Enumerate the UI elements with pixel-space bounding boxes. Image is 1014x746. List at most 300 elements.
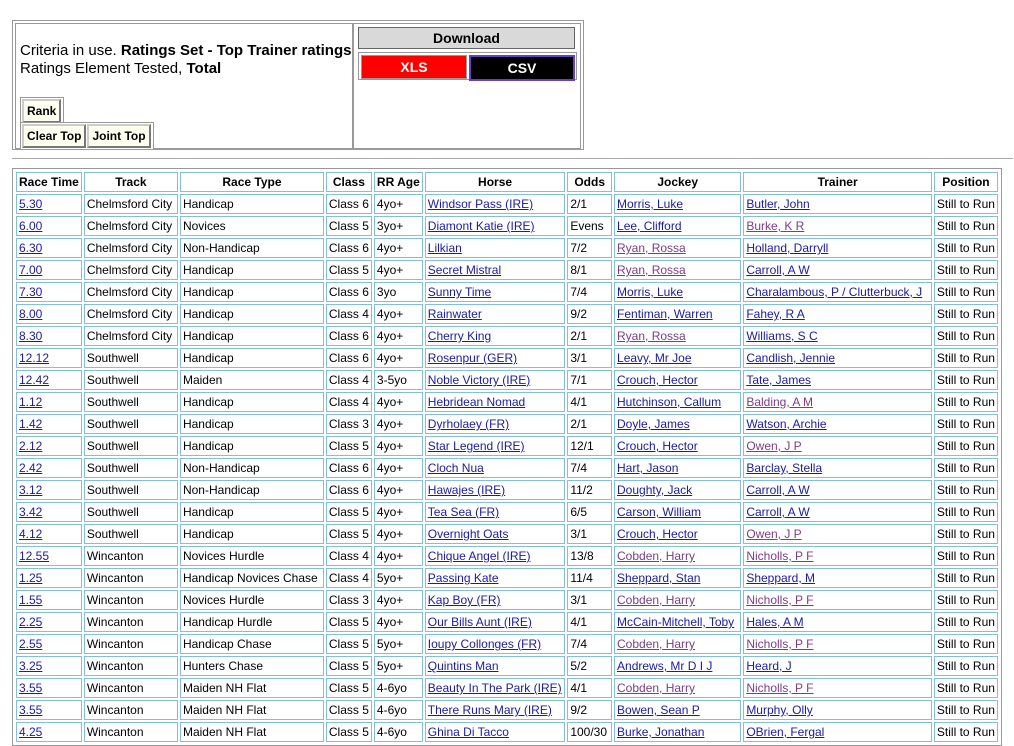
class-cell: Class 6 <box>326 238 372 258</box>
race-time-link[interactable]: 4.25 <box>19 725 43 739</box>
jockey-link[interactable]: Cobden, Harry <box>617 681 696 695</box>
jockey-cell <box>614 502 741 522</box>
horse-link[interactable]: Sunny Time <box>427 285 492 299</box>
table-row <box>16 458 998 478</box>
odds-cell: 11/2 <box>567 480 612 500</box>
race-type-cell: Handicap <box>180 502 324 522</box>
csv-download-button[interactable]: CSV <box>469 55 575 81</box>
horse-cell <box>425 480 566 500</box>
horse-link[interactable]: Cloch Nua <box>427 461 484 475</box>
track-cell: Wincanton <box>84 634 178 654</box>
download-title: Download <box>358 27 575 49</box>
horse-cell <box>425 348 566 368</box>
trainer-link[interactable]: Murphy, Olly <box>746 703 813 717</box>
rank-button[interactable]: Rank <box>22 99 61 123</box>
position-cell: Still to Run <box>934 260 998 280</box>
trainer-cell <box>743 590 932 610</box>
class-cell: Class 5 <box>326 436 372 456</box>
trainer-cell <box>743 238 932 258</box>
trainer-link[interactable]: Fahey, R A <box>746 307 805 321</box>
horse-link[interactable]: Dyrholaey (FR) <box>427 417 510 431</box>
race-time-cell <box>16 282 82 302</box>
odds-cell: 9/2 <box>567 304 612 324</box>
age-cell: 4yo+ <box>374 590 423 610</box>
trainer-cell <box>743 392 932 412</box>
trainer-link[interactable]: Carroll, A W <box>746 505 810 519</box>
horse-link[interactable]: Rosenpur (GER) <box>427 351 518 365</box>
column-header: Odds <box>567 172 612 192</box>
jockey-link[interactable]: Doughty, Jack <box>617 483 693 497</box>
table-row <box>16 216 998 236</box>
age-cell: 4yo+ <box>374 348 423 368</box>
column-header: Trainer <box>743 172 932 192</box>
race-time-link[interactable]: 12.55 <box>19 549 50 563</box>
track-cell: Southwell <box>84 370 178 390</box>
column-header: Class <box>326 172 372 192</box>
jockey-link[interactable]: Carson, William <box>617 505 702 519</box>
jockey-link[interactable]: McCain-Mitchell, Toby <box>617 615 735 629</box>
trainer-link[interactable]: Butler, John <box>746 197 810 211</box>
class-cell: Class 6 <box>326 194 372 214</box>
race-type-cell: Maiden <box>180 370 324 390</box>
horse-cell <box>425 436 566 456</box>
class-cell: Class 4 <box>326 370 372 390</box>
race-time-link[interactable]: 7.30 <box>19 285 43 299</box>
race-time-link[interactable]: 5.30 <box>19 197 43 211</box>
jockey-cell <box>614 370 741 390</box>
class-cell: Class 4 <box>326 392 372 412</box>
position-cell: Still to Run <box>934 216 998 236</box>
jockey-cell <box>614 216 741 236</box>
trainer-link[interactable]: Owen, J P <box>746 439 802 453</box>
odds-cell: 7/1 <box>567 370 612 390</box>
trainer-link[interactable]: Nicholls, P F <box>746 637 814 651</box>
trainer-cell <box>743 502 932 522</box>
jockey-link[interactable]: Cobden, Harry <box>617 637 696 651</box>
horse-cell <box>425 612 566 632</box>
trainer-link[interactable]: Sheppard, M <box>746 571 816 585</box>
race-time-link[interactable]: 3.42 <box>19 505 43 519</box>
criteria-panel <box>12 20 584 150</box>
jockey-link[interactable]: Crouch, Hector <box>617 373 698 387</box>
age-cell: 4yo+ <box>374 238 423 258</box>
trainer-cell <box>743 634 932 654</box>
race-time-link[interactable]: 3.55 <box>19 681 43 695</box>
table-row <box>16 370 998 390</box>
joint-top-button[interactable]: Joint Top <box>87 124 150 148</box>
race-time-cell <box>16 238 82 258</box>
class-cell: Class 5 <box>326 216 372 236</box>
track-cell: Wincanton <box>84 700 178 720</box>
jockey-link[interactable]: Lee, Clifford <box>617 219 682 233</box>
horse-link[interactable]: Kap Boy (FR) <box>427 593 501 607</box>
horse-link[interactable]: Tea Sea (FR) <box>427 505 500 519</box>
race-type-cell: Maiden NH Flat <box>180 722 324 742</box>
horse-link[interactable]: There Runs Mary (IRE) <box>427 703 552 717</box>
jockey-cell <box>614 436 741 456</box>
odds-cell: 7/2 <box>567 238 612 258</box>
trainer-cell <box>743 326 932 346</box>
odds-cell: 9/2 <box>567 700 612 720</box>
trainer-link[interactable]: Carroll, A W <box>746 263 810 277</box>
header-row <box>16 172 998 192</box>
race-time-link[interactable]: 6.30 <box>19 241 43 255</box>
position-cell: Still to Run <box>934 678 998 698</box>
position-cell: Still to Run <box>934 370 998 390</box>
race-time-cell <box>16 634 82 654</box>
age-cell: 4yo+ <box>374 414 423 434</box>
race-time-link[interactable]: 8.30 <box>19 329 43 343</box>
jockey-link[interactable]: Cobden, Harry <box>617 593 696 607</box>
class-cell: Class 5 <box>326 700 372 720</box>
age-cell: 4yo+ <box>374 260 423 280</box>
race-time-cell <box>16 568 82 588</box>
position-cell: Still to Run <box>934 458 998 478</box>
trainer-link[interactable]: OBrien, Fergal <box>746 725 825 739</box>
track-cell: Wincanton <box>84 678 178 698</box>
race-time-cell <box>16 524 82 544</box>
horse-cell <box>425 238 566 258</box>
age-cell: 5yo+ <box>374 656 423 676</box>
horse-link[interactable]: Hawajes (IRE) <box>427 483 506 497</box>
horse-link[interactable]: Windsor Pass (IRE) <box>427 197 534 211</box>
jockey-link[interactable]: Hart, Jason <box>617 461 679 475</box>
horse-link[interactable]: Cherry King <box>427 329 492 343</box>
trainer-link[interactable]: Nicholls, P F <box>746 549 814 563</box>
horse-link[interactable]: Lilkian <box>427 241 462 255</box>
race-time-link[interactable]: 2.25 <box>19 615 43 629</box>
odds-cell: 7/4 <box>567 282 612 302</box>
jockey-link[interactable]: Sheppard, Stan <box>617 571 701 585</box>
race-time-link[interactable]: 8.00 <box>19 307 43 321</box>
track-cell: Wincanton <box>84 656 178 676</box>
trainer-cell <box>743 722 932 742</box>
trainer-link[interactable]: Holland, Darryll <box>746 241 829 255</box>
class-cell: Class 4 <box>326 546 372 566</box>
trainer-link[interactable]: Candlish, Jennie <box>746 351 836 365</box>
horse-cell <box>425 590 566 610</box>
column-header: Track <box>84 172 178 192</box>
trainer-cell <box>743 480 932 500</box>
horse-cell <box>425 502 566 522</box>
odds-cell: 13/8 <box>567 546 612 566</box>
jockey-link[interactable]: Morris, Luke <box>617 285 684 299</box>
race-time-link[interactable]: 1.25 <box>19 571 43 585</box>
jockey-cell <box>614 634 741 654</box>
odds-cell: 4/1 <box>567 678 612 698</box>
horse-link[interactable]: Overnight Oats <box>427 527 509 541</box>
jockey-cell <box>614 304 741 324</box>
race-type-cell: Non-Handicap <box>180 480 324 500</box>
jockey-link[interactable]: Ryan, Rossa <box>617 329 686 343</box>
trainer-cell <box>743 568 932 588</box>
position-cell: Still to Run <box>934 590 998 610</box>
horse-cell <box>425 304 566 324</box>
odds-cell: 3/1 <box>567 348 612 368</box>
position-cell: Still to Run <box>934 722 998 742</box>
race-time-cell <box>16 260 82 280</box>
jockey-link[interactable]: Ryan, Rossa <box>617 241 686 255</box>
horse-cell <box>425 194 566 214</box>
odds-cell: 12/1 <box>567 436 612 456</box>
trainer-cell <box>743 678 932 698</box>
odds-cell: 2/1 <box>567 194 612 214</box>
age-cell: 4yo+ <box>374 458 423 478</box>
jockey-link[interactable]: Leavy, Mr Joe <box>617 351 692 365</box>
trainer-cell <box>743 370 932 390</box>
trainer-link[interactable]: Williams, S C <box>746 329 818 343</box>
jockey-link[interactable]: Hutchinson, Callum <box>617 395 722 409</box>
jockey-link[interactable]: Burke, Jonathan <box>617 725 705 739</box>
race-time-link[interactable]: 3.25 <box>19 659 43 673</box>
age-cell: 4yo+ <box>374 524 423 544</box>
trainer-cell <box>743 304 932 324</box>
horse-link[interactable]: Passing Kate <box>427 571 499 585</box>
clear-top-button[interactable]: Clear Top <box>22 124 86 148</box>
jockey-cell <box>614 480 741 500</box>
race-time-cell <box>16 326 82 346</box>
track-cell: Wincanton <box>84 546 178 566</box>
age-cell: 4yo+ <box>374 304 423 324</box>
trainer-cell <box>743 414 932 434</box>
race-time-cell <box>16 700 82 720</box>
odds-cell: 100/30 <box>567 722 612 742</box>
position-cell: Still to Run <box>934 238 998 258</box>
jockey-cell <box>614 326 741 346</box>
position-cell: Still to Run <box>934 414 998 434</box>
horse-cell <box>425 700 566 720</box>
race-time-link[interactable]: 6.00 <box>19 219 43 233</box>
race-type-cell: Novices Hurdle <box>180 590 324 610</box>
race-time-link[interactable]: 4.12 <box>19 527 43 541</box>
horse-link[interactable]: Diamont Katie (IRE) <box>427 219 535 233</box>
jockey-link[interactable]: Andrews, Mr D I J <box>617 659 713 673</box>
age-cell: 5yo+ <box>374 568 423 588</box>
jockey-link[interactable]: Ryan, Rossa <box>617 263 686 277</box>
horse-link[interactable]: Quintins Man <box>427 659 499 673</box>
race-type-cell: Handicap <box>180 348 324 368</box>
horse-cell <box>425 260 566 280</box>
odds-cell: 6/5 <box>567 502 612 522</box>
horse-link[interactable]: Hebridean Nomad <box>427 395 526 409</box>
race-time-link[interactable]: 7.00 <box>19 263 43 277</box>
class-cell: Class 6 <box>326 348 372 368</box>
race-time-link[interactable]: 1.12 <box>19 395 43 409</box>
jockey-link[interactable]: Morris, Luke <box>617 197 684 211</box>
horse-link[interactable]: Ghina Di Tacco <box>427 725 509 739</box>
race-time-cell <box>16 722 82 742</box>
trainer-link[interactable]: Hales, A M <box>746 615 804 629</box>
race-time-cell <box>16 348 82 368</box>
race-type-cell: Non-Handicap <box>180 458 324 478</box>
class-cell: Class 5 <box>326 260 372 280</box>
age-cell: 5yo+ <box>374 634 423 654</box>
criteria-prefix: Criteria in use. <box>20 42 121 59</box>
track-cell: Chelmsford City <box>84 194 178 214</box>
jockey-cell <box>614 722 741 742</box>
race-time-link[interactable]: 1.55 <box>19 593 43 607</box>
ratings-element: Total <box>186 60 222 77</box>
trainer-link[interactable]: Barclay, Stella <box>746 461 823 475</box>
track-cell: Southwell <box>84 392 178 412</box>
track-cell: Wincanton <box>84 568 178 588</box>
race-time-cell <box>16 370 82 390</box>
horse-link[interactable]: Star Legend (IRE) <box>427 439 525 453</box>
race-time-cell <box>16 194 82 214</box>
table-row <box>16 238 998 258</box>
results-table-wrapper <box>12 168 1002 746</box>
race-time-cell <box>16 656 82 676</box>
age-cell: 4yo+ <box>374 436 423 456</box>
track-cell: Southwell <box>84 348 178 368</box>
xls-download-button[interactable]: XLS <box>361 55 467 79</box>
odds-cell: 3/1 <box>567 590 612 610</box>
horse-link[interactable]: Secret Mistral <box>427 263 502 277</box>
column-header: Race Time <box>16 172 82 192</box>
race-type-cell: Maiden NH Flat <box>180 678 324 698</box>
race-time-link[interactable]: 1.42 <box>19 417 43 431</box>
trainer-link[interactable]: Tate, James <box>746 373 812 387</box>
race-time-link[interactable]: 12.12 <box>19 351 50 365</box>
trainer-link[interactable]: Heard, J <box>746 659 792 673</box>
table-row <box>16 634 998 654</box>
trainer-link[interactable]: Nicholls, P F <box>746 681 814 695</box>
position-cell: Still to Run <box>934 524 998 544</box>
trainer-link[interactable]: Watson, Archie <box>746 417 827 431</box>
track-cell: Southwell <box>84 458 178 478</box>
odds-cell: Evens <box>567 216 612 236</box>
race-time-link[interactable]: 2.12 <box>19 439 43 453</box>
race-time-cell <box>16 414 82 434</box>
divider <box>12 158 1013 159</box>
track-cell: Chelmsford City <box>84 260 178 280</box>
class-cell: Class 5 <box>326 678 372 698</box>
jockey-cell <box>614 700 741 720</box>
ratings-set: Ratings Set - Top Trainer ratings <box>120 42 352 59</box>
table-row <box>16 524 998 544</box>
age-cell: 4-6yo <box>374 722 423 742</box>
position-cell: Still to Run <box>934 304 998 324</box>
jockey-cell <box>614 238 741 258</box>
jockey-link[interactable]: Doyle, James <box>617 417 690 431</box>
race-time-link[interactable]: 3.12 <box>19 483 43 497</box>
jockey-link[interactable]: Crouch, Hector <box>617 439 698 453</box>
table-row <box>16 590 998 610</box>
track-cell: Chelmsford City <box>84 238 178 258</box>
table-row <box>16 414 998 434</box>
age-cell: 3-5yo <box>374 370 423 390</box>
position-cell: Still to Run <box>934 480 998 500</box>
race-time-link[interactable]: 2.55 <box>19 637 43 651</box>
position-cell: Still to Run <box>934 612 998 632</box>
race-type-cell: Handicap <box>180 260 324 280</box>
race-time-link[interactable]: 3.55 <box>19 703 43 717</box>
race-time-cell <box>16 678 82 698</box>
track-cell: Chelmsford City <box>84 216 178 236</box>
horse-link[interactable]: Our Bills Aunt (IRE) <box>427 615 532 629</box>
table-row <box>16 568 998 588</box>
track-cell: Southwell <box>84 414 178 434</box>
race-time-cell <box>16 392 82 412</box>
age-cell: 4-6yo <box>374 678 423 698</box>
position-cell: Still to Run <box>934 502 998 522</box>
position-cell: Still to Run <box>934 656 998 676</box>
table-row <box>16 326 998 346</box>
odds-cell: 5/2 <box>567 656 612 676</box>
jockey-cell <box>614 414 741 434</box>
race-time-link[interactable]: 12.42 <box>19 373 50 387</box>
race-time-cell <box>16 458 82 478</box>
age-cell: 4yo+ <box>374 480 423 500</box>
jockey-cell <box>614 546 741 566</box>
table-row <box>16 392 998 412</box>
results-table <box>14 170 1000 744</box>
class-cell: Class 6 <box>326 480 372 500</box>
odds-cell: 7/4 <box>567 634 612 654</box>
trainer-link[interactable]: Charalambous, P / Clutterbuck, J <box>746 285 923 299</box>
class-cell: Class 5 <box>326 656 372 676</box>
trainer-link[interactable]: Burke, K R <box>746 219 805 233</box>
jockey-cell <box>614 656 741 676</box>
horse-link[interactable]: Chique Angel (IRE) <box>427 549 531 563</box>
horse-cell <box>425 524 566 544</box>
horse-cell <box>425 656 566 676</box>
race-time-cell <box>16 590 82 610</box>
download-panel <box>353 23 581 149</box>
position-cell: Still to Run <box>934 326 998 346</box>
horse-link[interactable]: Noble Victory (IRE) <box>427 373 531 387</box>
horse-link[interactable]: Ioupy Collonges (FR) <box>427 637 542 651</box>
top-button-group <box>20 122 154 150</box>
trainer-cell <box>743 546 932 566</box>
trainer-link[interactable]: Owen, J P <box>746 527 802 541</box>
results-body <box>16 194 998 742</box>
race-type-cell: Non-Handicap <box>180 238 324 258</box>
age-cell: 4yo+ <box>374 194 423 214</box>
odds-cell: 2/1 <box>567 326 612 346</box>
race-type-cell: Handicap <box>180 414 324 434</box>
race-type-cell: Novices <box>180 216 324 236</box>
table-row <box>16 282 998 302</box>
horse-cell <box>425 634 566 654</box>
class-cell: Class 6 <box>326 282 372 302</box>
track-cell: Chelmsford City <box>84 282 178 302</box>
race-time-cell <box>16 436 82 456</box>
horse-link[interactable]: Rainwater <box>427 307 482 321</box>
class-cell: Class 3 <box>326 414 372 434</box>
horse-link[interactable]: Beauty In The Park (IRE) <box>427 681 562 695</box>
track-cell: Southwell <box>84 524 178 544</box>
trainer-link[interactable]: Carroll, A W <box>746 483 810 497</box>
race-time-link[interactable]: 2.42 <box>19 461 43 475</box>
table-row <box>16 612 998 632</box>
race-type-cell: Handicap Chase <box>180 634 324 654</box>
position-cell: Still to Run <box>934 568 998 588</box>
position-cell: Still to Run <box>934 348 998 368</box>
jockey-link[interactable]: Bowen, Sean P <box>617 703 700 717</box>
race-type-cell: Handicap Novices Chase <box>180 568 324 588</box>
race-type-cell: Handicap <box>180 304 324 324</box>
trainer-link[interactable]: Nicholls, P F <box>746 593 814 607</box>
jockey-link[interactable]: Crouch, Hector <box>617 527 698 541</box>
trainer-link[interactable]: Balding, A M <box>746 395 814 409</box>
table-row <box>16 502 998 522</box>
horse-cell <box>425 326 566 346</box>
odds-cell: 4/1 <box>567 392 612 412</box>
age-cell: 3yo <box>374 282 423 302</box>
jockey-link[interactable]: Fentiman, Warren <box>617 307 713 321</box>
jockey-link[interactable]: Cobden, Harry <box>617 549 696 563</box>
